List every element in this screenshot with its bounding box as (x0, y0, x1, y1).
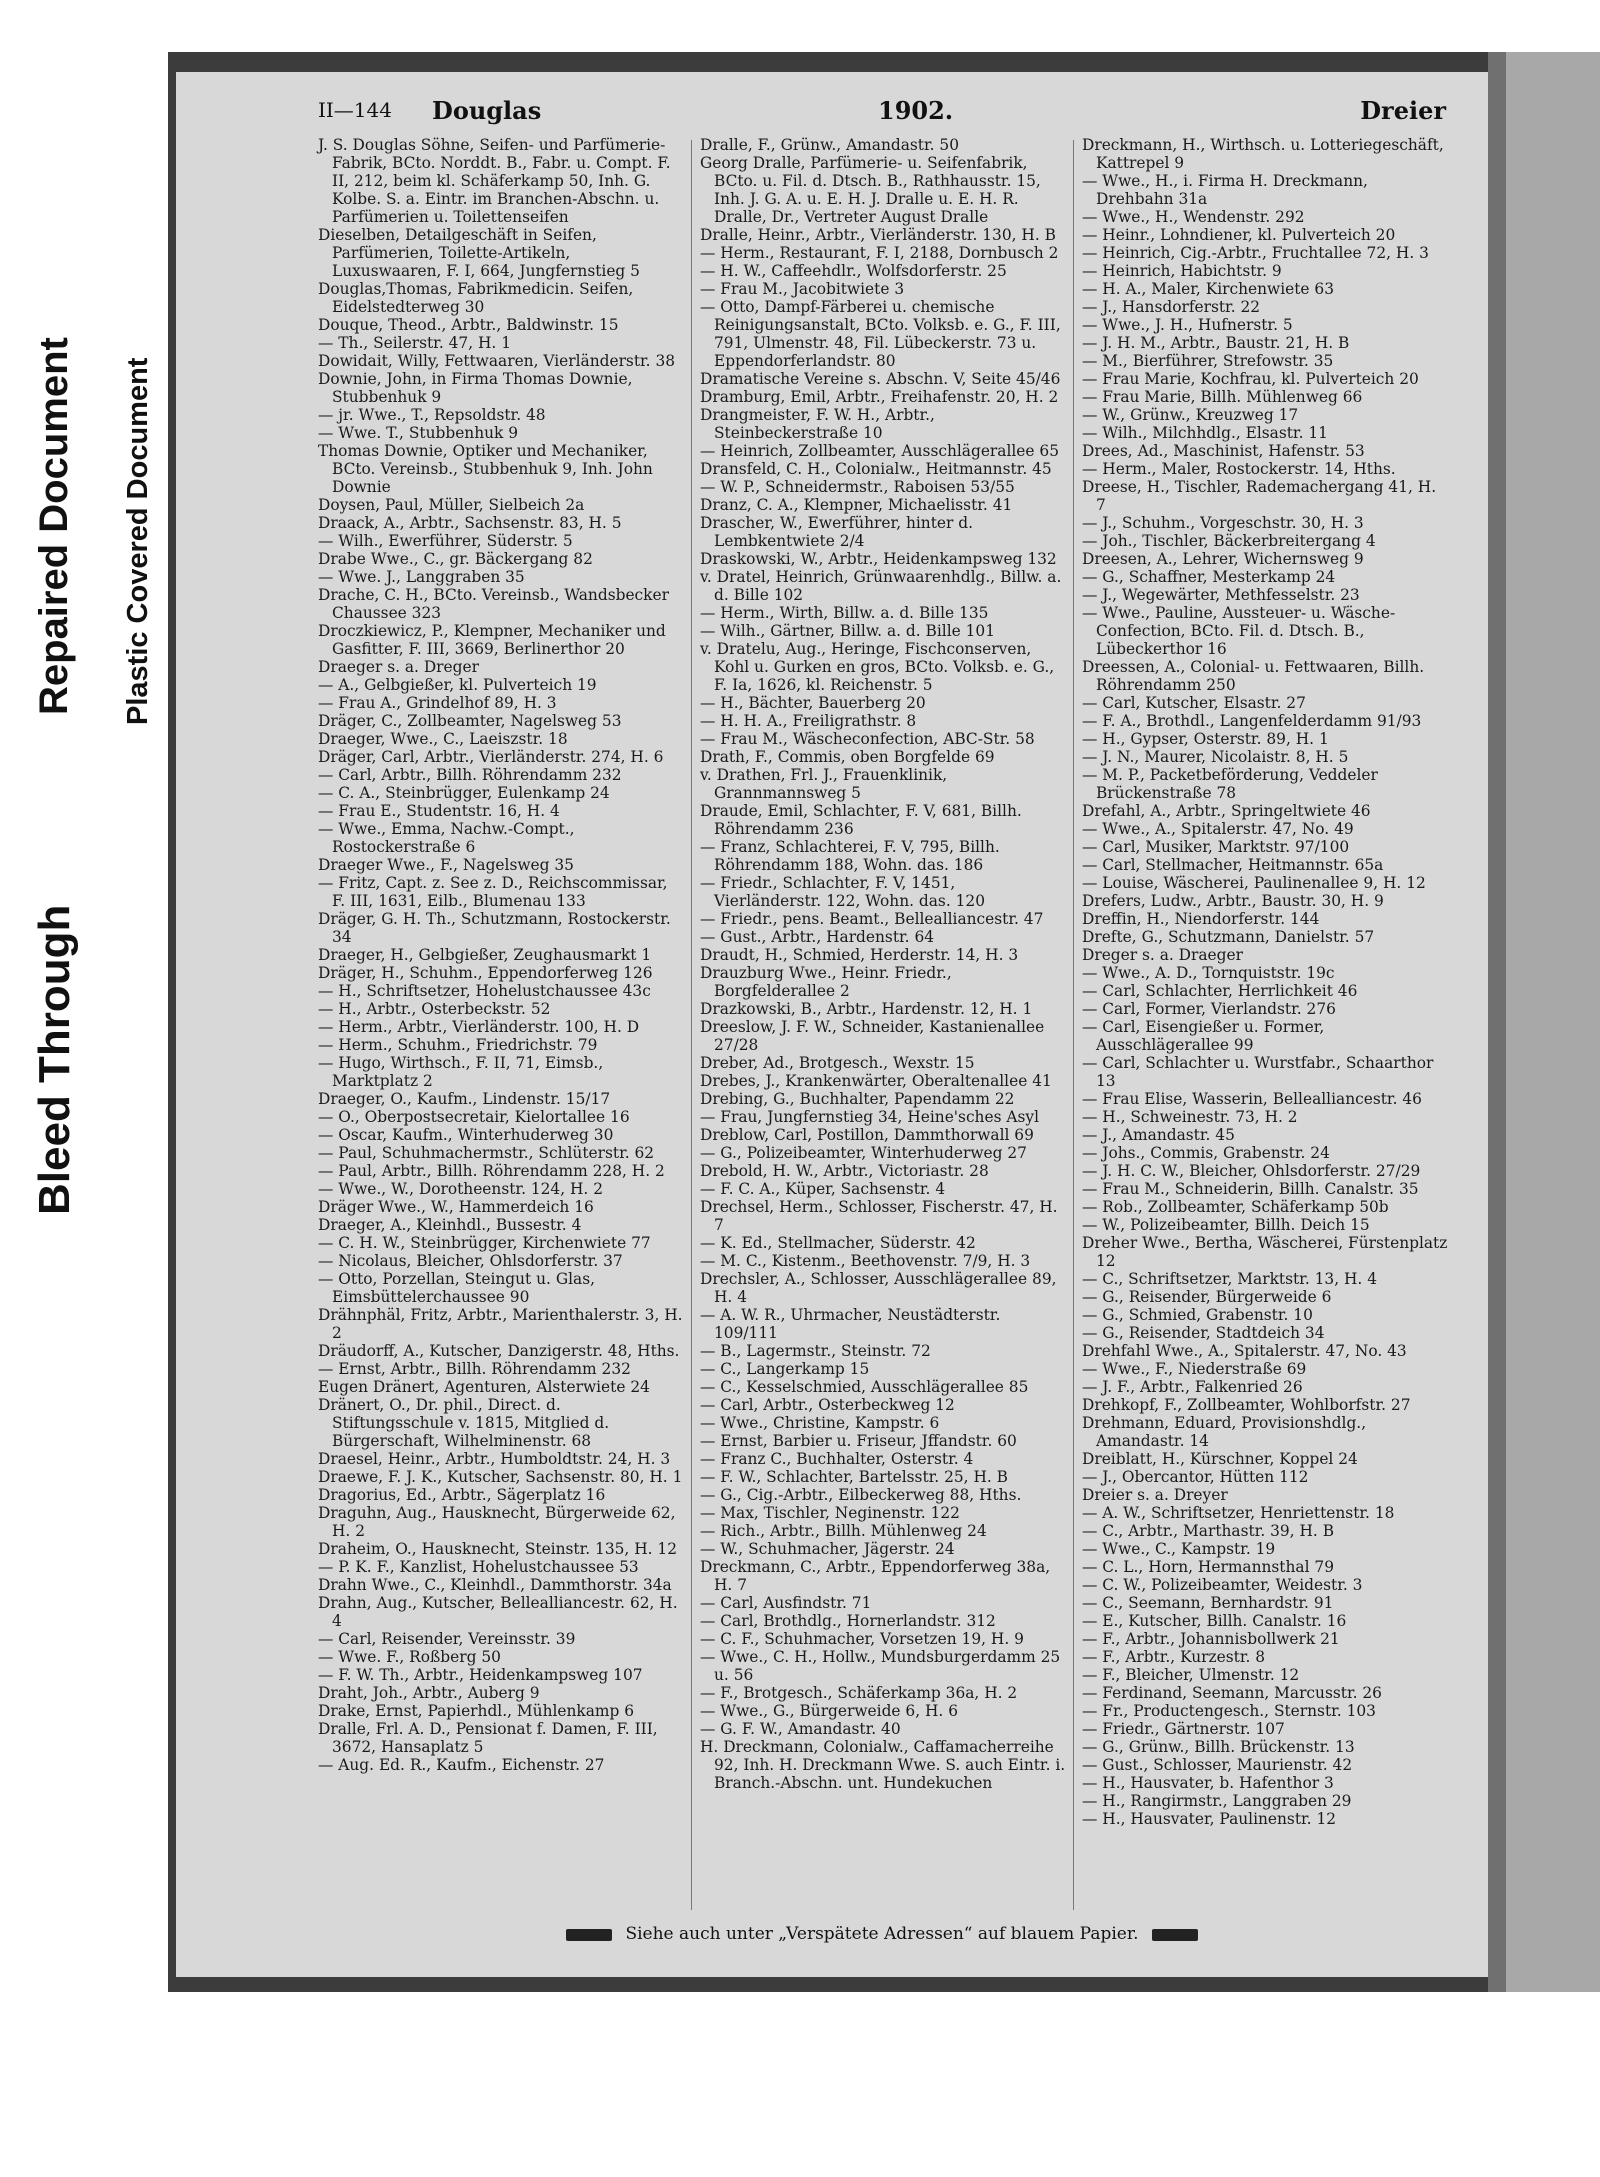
header-first-keyword: Douglas (432, 96, 542, 125)
footer-note: Siehe auch unter „Verspätete Adressen“ auf blauem Papier. (625, 1924, 1139, 1944)
pointing-hand-icon (1152, 1929, 1198, 1941)
directory-entry: — Carl, Former, Vierlandstr. 276 (1082, 1000, 1336, 1018)
directory-entry: Drebes, J., Krankenwärter, Oberaltenallee 41 (700, 1072, 1052, 1090)
directory-entry: Drees, Ad., Maschinist, Hafenstr. 53 (1082, 442, 1365, 460)
directory-entry: Drabe Wwe., C., gr. Bäckergang 82 (318, 550, 593, 568)
directory-entry: — Wwe., Christine, Kampstr. 6 (700, 1414, 940, 1432)
directory-entry: — H. W., Caffeehdlr., Wolfsdorferstr. 25 (700, 262, 1007, 280)
directory-entry: Dreher Wwe., Bertha, Wäscherei, Fürstenplatz 12 (1082, 1234, 1448, 1270)
directory-entry: Drazkowski, B., Arbtr., Hardenstr. 12, H. 1 (700, 1000, 1033, 1018)
directory-entry: — C., Kesselschmied, Ausschlägerallee 85 (700, 1378, 1029, 1396)
directory-entry: Thomas Downie, Optiker und Mechaniker, BCto. Vereinsb., Stubbenhuk 9, Inh. John Downie (318, 442, 653, 496)
directory-entry: Dransfeld, C. H., Colonialw., Heitmannstr. 45 (700, 460, 1052, 478)
directory-entry: — Rob., Zollbeamter, Schäferkamp 50b (1082, 1198, 1389, 1216)
directory-entry: Drechsler, A., Schlosser, Ausschlägerallee 89, H. 4 (700, 1270, 1057, 1306)
directory-entry: Dranz, C. A., Klempner, Michaelisstr. 41 (700, 496, 1013, 514)
directory-entry: — J., Amandastr. 45 (1082, 1126, 1235, 1144)
directory-entry: — Frau, Jungfernstieg 34, Heine'sches Asyl (700, 1108, 1039, 1126)
directory-entry: — Carl, Schlachter u. Wurstfabr., Schaarthor 13 (1082, 1054, 1434, 1090)
column-3 (1082, 136, 1448, 1828)
column-1 (318, 136, 684, 1774)
directory-entry: Dreger s. a. Draeger (1082, 946, 1243, 964)
directory-columns (318, 136, 1446, 1926)
directory-entry: — M. C., Kistenm., Beethovenstr. 7/9, H. 3 (700, 1252, 1031, 1270)
directory-entry: — A., Gelbgießer, kl. Pulverteich 19 (318, 676, 597, 694)
directory-entry: — Wwe., C. H., Hollw., Mundsburgerdamm 25 u. 56 (700, 1648, 1061, 1684)
directory-entry: Drehkopf, F., Zollbeamter, Wohlborfstr. 27 (1082, 1396, 1411, 1414)
directory-entry: — Frau M., Schneiderin, Billh. Canalstr. 35 (1082, 1180, 1419, 1198)
directory-entry: — F. W. Th., Arbtr., Heidenkampsweg 107 (318, 1666, 643, 1684)
directory-entry: — Wilh., Ewerführer, Süderstr. 5 (318, 532, 573, 550)
directory-entry: Drefahl, A., Arbtr., Springeltwiete 46 (1082, 802, 1371, 820)
directory-entry: — Wwe., C., Kampstr. 19 (1082, 1540, 1276, 1558)
directory-entry: Dreier s. a. Dreyer (1082, 1486, 1228, 1504)
directory-entry: Drahn Wwe., C., Kleinhdl., Dammthorstr. 34a (318, 1576, 672, 1594)
directory-entry: — Rich., Arbtr., Billh. Mühlenweg 24 (700, 1522, 987, 1540)
directory-entry: — Wwe. F., Roßberg 50 (318, 1648, 501, 1666)
directory-entry: — Hugo, Wirthsch., F. II, 71, Eimsb., Marktplatz 2 (318, 1054, 604, 1090)
directory-entry: — O., Oberpostsecretair, Kielortallee 16 (318, 1108, 630, 1126)
directory-entry: Drauzburg Wwe., Heinr. Friedr., Borgfelderallee 2 (700, 964, 952, 1000)
directory-entry: — Nicolaus, Bleicher, Ohlsdorferstr. 37 (318, 1252, 623, 1270)
directory-entry: Dräger, Carl, Arbtr., Vierländerstr. 274, H. 6 (318, 748, 664, 766)
directory-entry: — H., Bächter, Bauerberg 20 (700, 694, 926, 712)
directory-entry: — Frau A., Grindelhof 89, H. 3 (318, 694, 557, 712)
directory-entry: Dreiblatt, H., Kürschner, Koppel 24 (1082, 1450, 1358, 1468)
adjacent-page-edge (1488, 52, 1600, 1992)
directory-entry: — J. H. C. W., Bleicher, Ohlsdorferstr. 27/29 (1082, 1162, 1421, 1180)
column-divider (1073, 140, 1074, 1910)
directory-entry: — Heinrich, Cig.-Arbtr., Fruchtallee 72, H. 3 (1082, 244, 1429, 262)
directory-entry: — C. A., Steinbrügger, Eulenkamp 24 (318, 784, 610, 802)
directory-entry: Dreckmann, H., Wirthsch. u. Lotteriegeschäft, Kattrepel 9 (1082, 136, 1444, 172)
directory-entry: — P. K. F., Kanzlist, Hohelustchaussee 53 (318, 1558, 639, 1576)
directory-entry: — C. F., Schuhmacher, Vorsetzen 19, H. 9 (700, 1630, 1024, 1648)
directory-entry: Draheim, O., Hausknecht, Steinstr. 135, H. 12 (318, 1540, 677, 1558)
directory-entry: — J. H. M., Arbtr., Baustr. 21, H. B (1082, 334, 1350, 352)
directory-entry: — K. Ed., Stellmacher, Süderstr. 42 (700, 1234, 976, 1252)
directory-entry: — F., Arbtr., Johannisbollwerk 21 (1082, 1630, 1340, 1648)
directory-entry: — G., Reisender, Stadtdeich 34 (1082, 1324, 1325, 1342)
directory-entry: — Wwe. T., Stubbenhuk 9 (318, 424, 519, 442)
directory-entry: — Carl, Reisender, Vereinsstr. 39 (318, 1630, 576, 1648)
directory-entry: — E., Kutscher, Billh. Canalstr. 16 (1082, 1612, 1347, 1630)
directory-entry: — Carl, Kutscher, Elsastr. 27 (1082, 694, 1306, 712)
side-labels (0, 0, 175, 1300)
directory-entry: — H., Rangirmstr., Langgraben 29 (1082, 1792, 1352, 1810)
directory-entry: — Frau M., Wäscheconfection, ABC-Str. 58 (700, 730, 1035, 748)
directory-entry: — Oscar, Kaufm., Winterhuderweg 30 (318, 1126, 614, 1144)
directory-entry: — Wwe., Emma, Nachw.-Compt., Rostockerstraße 6 (318, 820, 575, 856)
directory-entry: — G. F. W., Amandastr. 40 (700, 1720, 901, 1738)
directory-entry: — F. C. A., Küper, Sachsenstr. 4 (700, 1180, 946, 1198)
directory-entry: Dragorius, Ed., Arbtr., Sägerplatz 16 (318, 1486, 606, 1504)
directory-entry: Draguhn, Aug., Hausknecht, Bürgerweide 62, H. 2 (318, 1504, 676, 1540)
directory-entry: Drefte, G., Schutzmann, Danielstr. 57 (1082, 928, 1375, 946)
directory-entry: — Carl, Eisengießer u. Former, Ausschlägerallee 99 (1082, 1018, 1325, 1054)
directory-entry: Drefers, Ludw., Arbtr., Baustr. 30, H. 9 (1082, 892, 1384, 910)
directory-entry: — Th., Seilerstr. 47, H. 1 (318, 334, 511, 352)
label-repaired-document: Repaired Document (32, 337, 76, 715)
directory-entry: — C., Langerkamp 15 (700, 1360, 870, 1378)
directory-entry: Dralle, Frl. A. D., Pensionat f. Damen, F. III, 3672, Hansaplatz 5 (318, 1720, 658, 1756)
directory-entry: Dränert, O., Dr. phil., Direct. d. Stiftungsschule v. 1815, Mitglied d. Bürgerschaft, Wilhelminenstr. 68 (318, 1396, 610, 1450)
directory-entry: — C. L., Horn, Hermannsthal 79 (1082, 1558, 1334, 1576)
directory-entry: Draeger, Wwe., C., Laeiszstr. 18 (318, 730, 568, 748)
directory-entry: — C., Seemann, Bernhardstr. 91 (1082, 1594, 1334, 1612)
directory-entry: — Wwe., H., Wendenstr. 292 (1082, 208, 1305, 226)
directory-entry: Dreckmann, C., Arbtr., Eppendorferweg 38a, H. 7 (700, 1558, 1051, 1594)
directory-entry: Drehfahl Wwe., A., Spitalerstr. 47, No. 43 (1082, 1342, 1407, 1360)
directory-entry: — Otto, Porzellan, Steingut u. Glas, Eimsbüttelerchaussee 90 (318, 1270, 596, 1306)
directory-entry: — Heinrich, Habichtstr. 9 (1082, 262, 1282, 280)
label-plastic-covered-document: Plastic Covered Document (122, 357, 154, 725)
directory-entry: v. Drathen, Frl. J., Frauenklinik, Grannmannsweg 5 (700, 766, 948, 802)
directory-entry: Dreber, Ad., Brotgesch., Wexstr. 15 (700, 1054, 975, 1072)
directory-entry: — F., Arbtr., Kurzestr. 8 (1082, 1648, 1266, 1666)
directory-entry: — Wilh., Gärtner, Billw. a. d. Bille 101 (700, 622, 996, 640)
directory-entry: — M., Bierführer, Strefowstr. 35 (1082, 352, 1334, 370)
directory-entry: — Frau Marie, Kochfrau, kl. Pulverteich 20 (1082, 370, 1419, 388)
directory-entry: — Frau E., Studentstr. 16, H. 4 (318, 802, 560, 820)
directory-entry: — W. P., Schneidermstr., Raboisen 53/55 (700, 478, 1015, 496)
directory-entry: — A. W., Schriftsetzer, Henriettenstr. 18 (1082, 1504, 1395, 1522)
directory-entry: — Joh., Tischler, Bäckerbreitergang 4 (1082, 532, 1376, 550)
directory-entry: — C., Arbtr., Marthastr. 39, H. B (1082, 1522, 1335, 1540)
directory-entry: Dreessen, A., Colonial- u. Fettwaaren, Billh. Röhrendamm 250 (1082, 658, 1425, 694)
directory-entry: — Heinrich, Zollbeamter, Ausschlägerallee 65 (700, 442, 1060, 460)
directory-entry: — G., Grünw., Billh. Brückenstr. 13 (1082, 1738, 1355, 1756)
directory-entry: — H., Gypser, Osterstr. 89, H. 1 (1082, 730, 1329, 748)
directory-entry: — Wilh., Milchhdlg., Elsastr. 11 (1082, 424, 1328, 442)
directory-entry: — Ferdinand, Seemann, Marcusstr. 26 (1082, 1684, 1382, 1702)
directory-entry: Dramatische Vereine s. Abschn. V, Seite 45/46 (700, 370, 1061, 388)
directory-entry: — Carl, Schlachter, Herrlichkeit 46 (1082, 982, 1358, 1000)
page-number: II—144 (318, 98, 392, 122)
directory-entry: — J., Hansdorferstr. 22 (1082, 298, 1261, 316)
directory-entry: Georg Dralle, Parfümerie- u. Seifenfabrik, BCto. u. Fil. d. Dtsch. B., Rathhausstr. 15, Inh. J. G. A. u. E. H. J. Dralle u. E. H. R. Dralle, Dr., Vertreter August Dralle (700, 154, 1041, 226)
directory-entry: — H., Schriftsetzer, Hohelustchaussee 43c (318, 982, 651, 1000)
directory-entry: Dieselben, Detailgeschäft in Seifen, Parfümerien, Toilette-Artikeln, Luxuswaaren, F. I, 664, Jungfernstieg 5 (318, 226, 640, 280)
directory-entry: Dralle, F., Grünw., Amandastr. 50 (700, 136, 960, 154)
directory-entry: — Friedr., pens. Beamt., Bellealliancestr. 47 (700, 910, 1044, 928)
directory-entry: Dreesen, A., Lehrer, Wichernsweg 9 (1082, 550, 1364, 568)
directory-entry: — Wwe., G., Bürgerweide 6, H. 6 (700, 1702, 959, 1720)
directory-entry: — G., Schmied, Grabenstr. 10 (1082, 1306, 1313, 1324)
directory-entry: Dreese, H., Tischler, Rademachergang 41, H. 7 (1082, 478, 1437, 514)
page-gutter-shadow (1488, 52, 1506, 1992)
directory-entry: Draeger, A., Kleinhdl., Bussestr. 4 (318, 1216, 582, 1234)
directory-entry: Douque, Theod., Arbtr., Baldwinstr. 15 (318, 316, 619, 334)
directory-entry: — Franz, Schlachterei, F. V, 795, Billh. Röhrendamm 188, Wohn. das. 186 (700, 838, 1000, 874)
directory-entry: — Carl, Ausfindstr. 71 (700, 1594, 872, 1612)
directory-entry: Drascher, W., Ewerführer, hinter d. Lembkentwiete 2/4 (700, 514, 974, 550)
directory-entry: — H., Arbtr., Osterbeckstr. 52 (318, 1000, 551, 1018)
directory-entry: — B., Lagermstr., Steinstr. 72 (700, 1342, 931, 1360)
directory-entry: — Herm., Arbtr., Vierländerstr. 100, H. D (318, 1018, 640, 1036)
directory-entry: — C. H. W., Steinbrügger, Kirchenwiete 77 (318, 1234, 651, 1252)
directory-entry: — G., Cig.-Arbtr., Eilbeckerweg 88, Hths. (700, 1486, 1022, 1504)
directory-entry: — Herm., Maler, Rostockerstr. 14, Hths. (1082, 460, 1396, 478)
pointing-hand-icon (566, 1929, 612, 1941)
directory-entry: — G., Reisender, Bürgerweide 6 (1082, 1288, 1332, 1306)
directory-entry: — C., Schriftsetzer, Marktstr. 13, H. 4 (1082, 1270, 1377, 1288)
directory-entry: — C. W., Polizeibeamter, Weidestr. 3 (1082, 1576, 1363, 1594)
directory-entry: — jr. Wwe., T., Repsoldstr. 48 (318, 406, 546, 424)
directory-entry: — W., Polizeibeamter, Billh. Deich 15 (1082, 1216, 1370, 1234)
directory-entry: — Carl, Brothdlg., Hornerlandstr. 312 (700, 1612, 996, 1630)
directory-entry: — Paul, Schuhmachermstr., Schlüterstr. 62 (318, 1144, 655, 1162)
directory-entry: — Wwe., Pauline, Aussteuer- u. Wäsche-Confection, BCto. Fil. d. Dtsch. B., Lübeckerthor 16 (1082, 604, 1396, 658)
directory-entry: Draeger Wwe., F., Nagelsweg 35 (318, 856, 574, 874)
directory-entry: Dowidait, Willy, Fettwaaren, Vierländerstr. 38 (318, 352, 676, 370)
directory-entry: — G., Schaffner, Mesterkamp 24 (1082, 568, 1336, 586)
directory-entry: Dreffin, H., Niendorferstr. 144 (1082, 910, 1320, 928)
directory-entry: Draeger, O., Kaufm., Lindenstr. 15/17 (318, 1090, 611, 1108)
directory-entry: Drähnphäl, Fritz, Arbtr., Marienthalerstr. 3, H. 2 (318, 1306, 683, 1342)
directory-entry: Drake, Ernst, Papierhdl., Mühlenkamp 6 (318, 1702, 635, 1720)
directory-entry: — Ernst, Barbier u. Friseur, Jffandstr. 60 (700, 1432, 1017, 1450)
directory-entry: Douglas,Thomas, Fabrikmedicin. Seifen, Eidelstedterweg 30 (318, 280, 634, 316)
directory-entry: Drechsel, Herm., Schlosser, Fischerstr. 47, H. 7 (700, 1198, 1058, 1234)
directory-entry: — Fritz, Capt. z. See z. D., Reichscommissar, F. III, 1631, Eilb., Blumenau 133 (318, 874, 668, 910)
directory-entry: — Frau M., Jacobitwiete 3 (700, 280, 905, 298)
directory-entry: — Carl, Arbtr., Osterbeckweg 12 (700, 1396, 955, 1414)
directory-entry: — Friedr., Schlachter, F. V, 1451, Vierländerstr. 122, Wohn. das. 120 (700, 874, 985, 910)
directory-entry: Dralle, Heinr., Arbtr., Vierländerstr. 130, H. B (700, 226, 1056, 244)
header-year: 1902. (878, 96, 954, 125)
directory-entry: — Wwe. J., Langgraben 35 (318, 568, 525, 586)
header-last-keyword: Dreier (1360, 96, 1446, 125)
directory-entry: — Wwe., A. D., Tornquiststr. 19c (1082, 964, 1335, 982)
directory-entry: — F., Bleicher, Ulmenstr. 12 (1082, 1666, 1300, 1684)
directory-entry: H. Dreckmann, Colonialw., Caffamacherreihe 92, Inh. H. Dreckmann Wwe. S. auch Eintr. i. Branch.-Abschn. unt. Hundekuchen (700, 1738, 1066, 1792)
directory-entry: Draesel, Heinr., Arbtr., Humboldtstr. 24, H. 3 (318, 1450, 671, 1468)
directory-entry: — Carl, Arbtr., Billh. Röhrendamm 232 (318, 766, 622, 784)
directory-entry: Drath, F., Commis, oben Borgfelde 69 (700, 748, 995, 766)
directory-entry: — Louise, Wäscherei, Paulinenallee 9, H. 12 (1082, 874, 1426, 892)
directory-entry: — Wwe., W., Dorotheenstr. 124, H. 2 (318, 1180, 604, 1198)
directory-entry: Draack, A., Arbtr., Sachsenstr. 83, H. 5 (318, 514, 622, 532)
directory-entry: — Paul, Arbtr., Billh. Röhrendamm 228, H. 2 (318, 1162, 665, 1180)
directory-entry: v. Dratelu, Aug., Heringe, Fischconserven, Kohl u. Gurken en gros, BCto. Volksb. e. G., F. Ia, 1626, kl. Reichenstr. 5 (700, 640, 1055, 694)
directory-entry: v. Dratel, Heinrich, Grünwaarenhdlg., Billw. a. d. Bille 102 (700, 568, 1062, 604)
directory-entry: — Heinr., Lohndiener, kl. Pulverteich 20 (1082, 226, 1396, 244)
directory-entry: Draeger, H., Gelbgießer, Zeughausmarkt 1 (318, 946, 652, 964)
directory-entry: — Wwe., H., i. Firma H. Dreckmann, Drehbahn 31a (1082, 172, 1368, 208)
directory-entry: — Wwe., J. H., Hufnerstr. 5 (1082, 316, 1293, 334)
directory-entry: — Wwe., F., Niederstraße 69 (1082, 1360, 1307, 1378)
directory-entry: Draeger s. a. Dreger (318, 658, 479, 676)
directory-entry: Draudt, H., Schmied, Herderstr. 14, H. 3 (700, 946, 1019, 964)
directory-entry: — H., Hausvater, b. Hafenthor 3 (1082, 1774, 1334, 1792)
column-divider (691, 140, 692, 1910)
directory-entry: Drehmann, Eduard, Provisionshdlg., Amandastr. 14 (1082, 1414, 1367, 1450)
directory-entry: — Aug. Ed. R., Kaufm., Eichenstr. 27 (318, 1756, 605, 1774)
directory-entry: Droczkiewicz, P., Klempner, Mechaniker und Gasfitter, F. III, 3669, Berlinerthor 20 (318, 622, 666, 658)
directory-entry: Dräger, C., Zollbeamter, Nagelsweg 53 (318, 712, 622, 730)
directory-entry: — Gust., Schlosser, Maurienstr. 42 (1082, 1756, 1353, 1774)
page-footer (318, 1924, 1446, 1944)
directory-entry: Eugen Dränert, Agenturen, Alsterwiete 24 (318, 1378, 650, 1396)
directory-entry: Dräudorff, A., Kutscher, Danzigerstr. 48, Hths. (318, 1342, 680, 1360)
directory-entry: Dreblow, Carl, Postillon, Dammthorwall 69 (700, 1126, 1034, 1144)
column-2 (700, 136, 1066, 1792)
directory-entry: Dräger, H., Schuhm., Eppendorferweg 126 (318, 964, 653, 982)
directory-entry: Drebing, G., Buchhalter, Papendamm 22 (700, 1090, 1015, 1108)
directory-entry: Dräger Wwe., W., Hammerdeich 16 (318, 1198, 594, 1216)
directory-entry: — Frau Elise, Wasserin, Bellealliancestr. 46 (1082, 1090, 1422, 1108)
directory-entry: — Fr., Productengesch., Sternstr. 103 (1082, 1702, 1376, 1720)
directory-entry: — F. A., Brothdl., Langenfelderdamm 91/93 (1082, 712, 1422, 730)
directory-entry: — H., Schweinestr. 73, H. 2 (1082, 1108, 1298, 1126)
directory-entry: — Friedr., Gärtnerstr. 107 (1082, 1720, 1285, 1738)
directory-entry: — F., Brotgesch., Schäferkamp 36a, H. 2 (700, 1684, 1018, 1702)
directory-entry: — J. F., Arbtr., Falkenried 26 (1082, 1378, 1303, 1396)
directory-entry: — H. A., Maler, Kirchenwiete 63 (1082, 280, 1334, 298)
directory-entry: Dramburg, Emil, Arbtr., Freihafenstr. 20, H. 2 (700, 388, 1059, 406)
directory-entry: — Carl, Stellmacher, Heitmannstr. 65a (1082, 856, 1384, 874)
directory-entry: — Herm., Restaurant, F. I, 2188, Dornbusch 2 (700, 244, 1059, 262)
label-bleed-through: Bleed Through (30, 904, 79, 1215)
directory-entry: — Herm., Wirth, Billw. a. d. Bille 135 (700, 604, 989, 622)
directory-entry: J. S. Douglas Söhne, Seifen- und Parfümerie-Fabrik, BCto. Norddt. B., Fabr. u. Compt. F. II, 212, beim kl. Schäferkamp 50, Inh. G. Kolbe. S. a. Eintr. im Branchen-Abschn. u. Parfümerien u. Toilettenseifen (318, 136, 671, 226)
directory-entry: — J., Wegewärter, Methfesselstr. 23 (1082, 586, 1360, 604)
page-header (318, 96, 1446, 132)
directory-entry: Drangmeister, F. W. H., Arbtr., Steinbeckerstraße 10 (700, 406, 935, 442)
directory-entry: — Franz C., Buchhalter, Osterstr. 4 (700, 1450, 974, 1468)
directory-entry: — W., Schuhmacher, Jägerstr. 24 (700, 1540, 955, 1558)
directory-entry: — Ernst, Arbtr., Billh. Röhrendamm 232 (318, 1360, 631, 1378)
directory-entry: — Gust., Arbtr., Hardenstr. 64 (700, 928, 935, 946)
directory-entry: — H. H. A., Freiligrathstr. 8 (700, 712, 917, 730)
directory-entry: — J. N., Maurer, Nicolaistr. 8, H. 5 (1082, 748, 1349, 766)
directory-entry: — Johs., Commis, Grabenstr. 24 (1082, 1144, 1330, 1162)
directory-entry: — J., Schuhm., Vorgeschstr. 30, H. 3 (1082, 514, 1364, 532)
directory-entry: — M. P., Packetbeförderung, Veddeler Brückenstraße 78 (1082, 766, 1378, 802)
directory-entry: — J., Obercantor, Hütten 112 (1082, 1468, 1309, 1486)
directory-entry: — A. W. R., Uhrmacher, Neustädterstr. 109/111 (700, 1306, 1001, 1342)
directory-entry: — F. W., Schlachter, Bartelsstr. 25, H. B (700, 1468, 1008, 1486)
directory-entry: Doysen, Paul, Müller, Sielbeich 2a (318, 496, 585, 514)
directory-entry: Downie, John, in Firma Thomas Downie, Stubbenhuk 9 (318, 370, 633, 406)
directory-entry: Draude, Emil, Schlachter, F. V, 681, Billh. Röhrendamm 236 (700, 802, 1022, 838)
directory-entry: — Otto, Dampf-Färberei u. chemische Reinigungsanstalt, BCto. Volksb. e. G., F. III, 791, Ulmenstr. 48, Fil. Lübeckerstr. 73 u. Eppendorferlandstr. 80 (700, 298, 1061, 370)
directory-entry: — Wwe., A., Spitalerstr. 47, No. 49 (1082, 820, 1354, 838)
directory-entry: Drebold, H. W., Arbtr., Victoriastr. 28 (700, 1162, 989, 1180)
directory-entry: — W., Grünw., Kreuzweg 17 (1082, 406, 1299, 424)
directory-entry: Drahn, Aug., Kutscher, Bellealliancestr. 62, H. 4 (318, 1594, 678, 1630)
directory-entry: — Herm., Schuhm., Friedrichstr. 79 (318, 1036, 598, 1054)
directory-entry: — Carl, Musiker, Marktstr. 97/100 (1082, 838, 1350, 856)
directory-entry: Dreeslow, J. F. W., Schneider, Kastanienallee 27/28 (700, 1018, 1045, 1054)
directory-entry: Draskowski, W., Arbtr., Heidenkampsweg 132 (700, 550, 1057, 568)
directory-entry: Draewe, F. J. K., Kutscher, Sachsenstr. 80, H. 1 (318, 1468, 683, 1486)
directory-entry: — G., Polizeibeamter, Winterhuderweg 27 (700, 1144, 1027, 1162)
directory-entry: — Frau Marie, Billh. Mühlenweg 66 (1082, 388, 1363, 406)
directory-entry: — Max, Tischler, Neginenstr. 122 (700, 1504, 960, 1522)
directory-entry: Dräger, G. H. Th., Schutzmann, Rostockerstr. 34 (318, 910, 671, 946)
directory-entry: — H., Hausvater, Paulinenstr. 12 (1082, 1810, 1337, 1828)
directory-entry: Drache, C. H., BCto. Vereinsb., Wandsbecker Chaussee 323 (318, 586, 669, 622)
directory-entry: Draht, Joh., Arbtr., Auberg 9 (318, 1684, 540, 1702)
